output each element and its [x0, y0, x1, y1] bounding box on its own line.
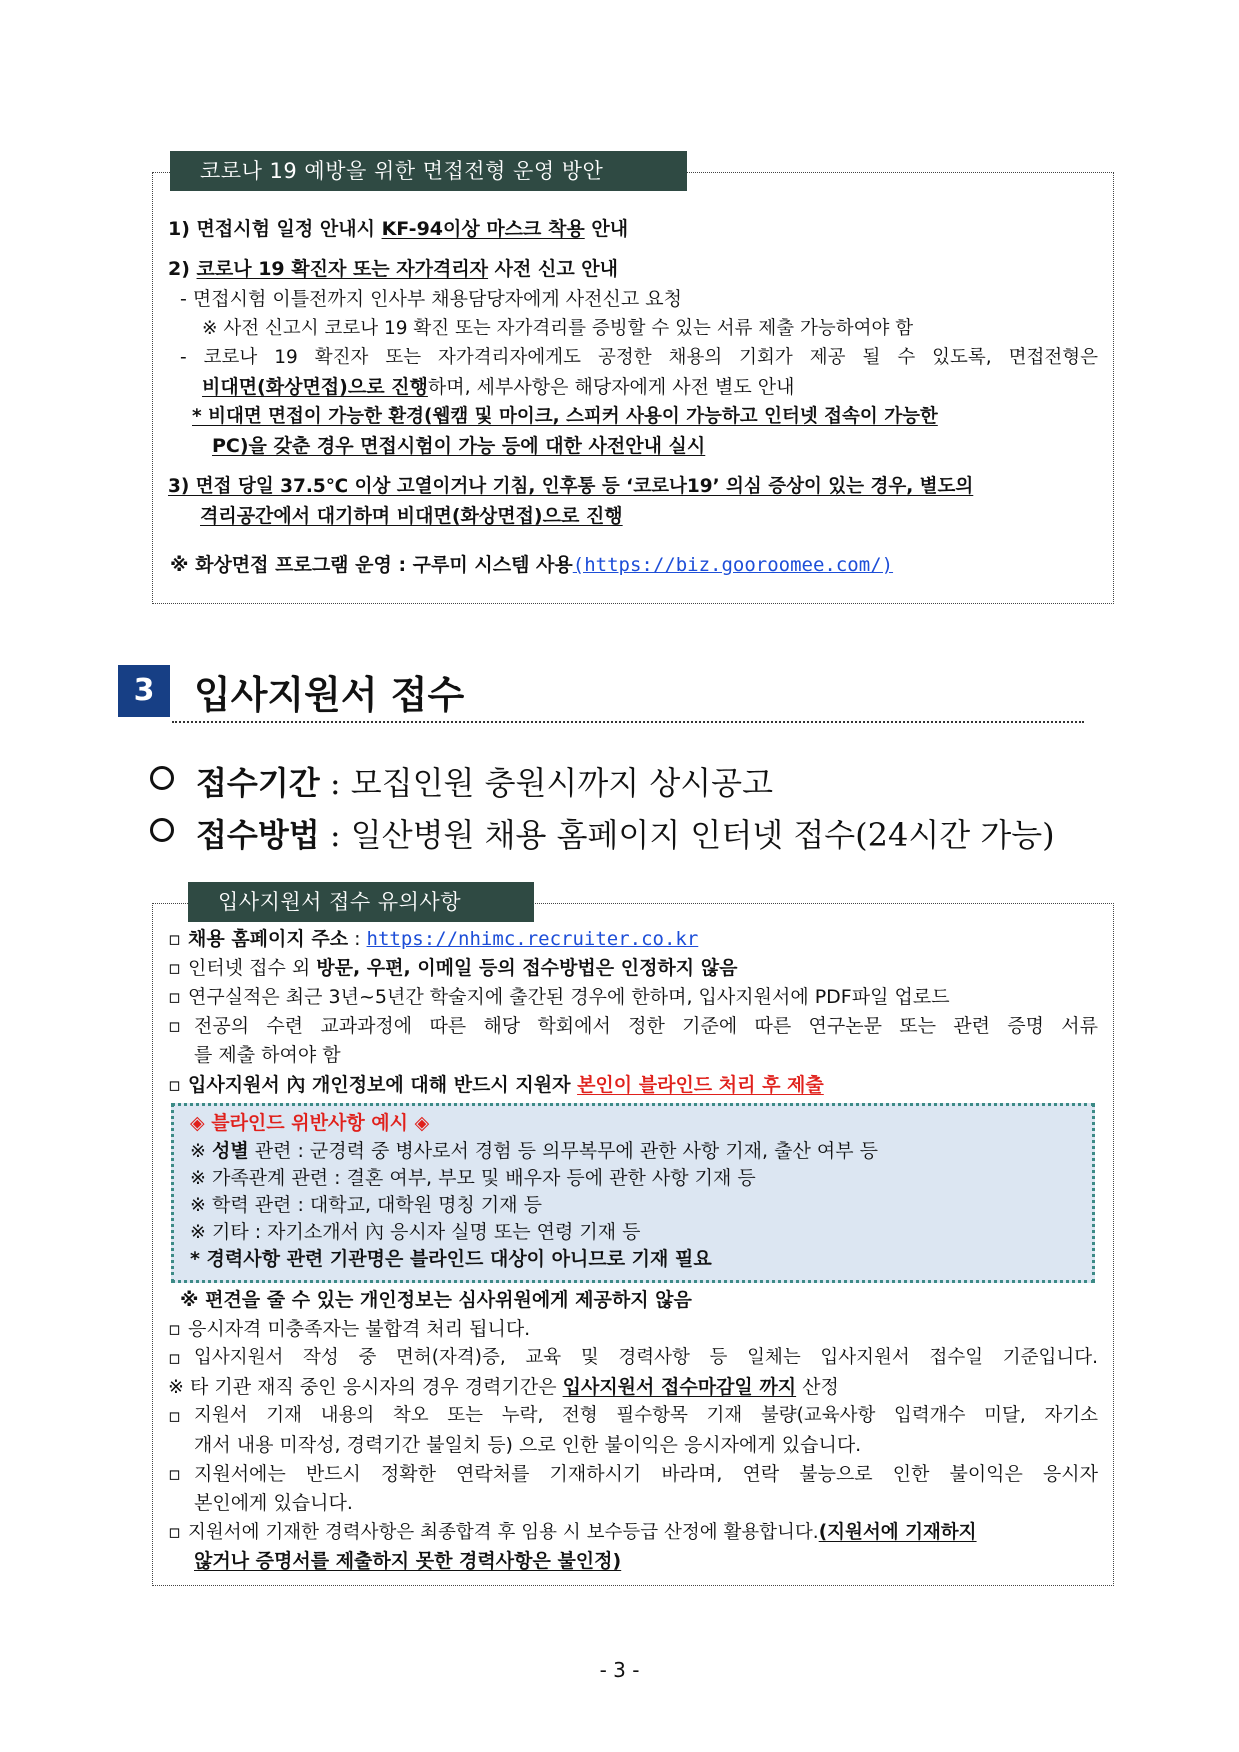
note-papers-line-2: 를 제출 하여야 함: [194, 1044, 341, 1066]
note-career-use-line-1: ▫ 지원서에 기재한 경력사항은 최종합격 후 임용 시 보수등급 산정에 활용합니다.(지원서에 기재하지: [168, 1521, 977, 1543]
covid-star-line-2: PC)을 갖춘 경우 면접시험이 가능 등에 대한 사전안내 실시: [212, 435, 706, 457]
covid-note-1: ※ 사전 신고시 코로나 19 확진 또는 자가격리를 증빙할 수 있는 서류 제출 가능하여야 함: [202, 318, 914, 339]
note-personal-info: ※ 편견을 줄 수 있는 개인정보는 심사위원에게 제공하지 않음: [180, 1289, 692, 1311]
note-errors-line-1: ▫ 지원서 기재 내용의 착오 또는 누락, 전형 필수항목 기재 불량(교육사항 입력개수 미달, 자기소: [168, 1405, 1098, 1427]
note-contact-line-1: ▫ 지원서에는 반드시 정확한 연락처를 기재하시기 바라며, 연락 불능으로 인한 불이익은 응시자: [168, 1463, 1098, 1485]
square-bullet-icon: ▫: [168, 1347, 181, 1369]
circle-bullet-icon: [150, 766, 174, 790]
square-bullet-icon: ▫: [168, 928, 181, 950]
circle-bullet-icon: [150, 818, 174, 842]
note-errors-line-2: 개서 내용 미작성, 경력기간 불일치 등) 으로 인한 불이익은 응시자에게 있습니다.: [194, 1434, 862, 1456]
note-career-use-line-2: 않거나 증명서를 제출하지 못한 경력사항은 불인정): [194, 1550, 622, 1572]
blind-example-education: ※ 학력 관련 : 대학교, 대학원 명칭 기재 등: [190, 1194, 542, 1216]
covid-sub-2-line-2: 비대면(화상면접)으로 진행하며, 세부사항은 해당자에게 사전 별도 안내: [202, 376, 795, 398]
section-number: 3: [118, 665, 170, 717]
application-notes-title: 입사지원서 접수 유의사항: [188, 882, 534, 922]
video-interview-program: ※ 화상면접 프로그램 운영 : 구루미 시스템 사용(https://biz.gooroomee.com/): [170, 554, 894, 576]
blind-example-other: ※ 기타 : 자기소개서 內 응시자 실명 또는 연령 기재 등: [190, 1221, 641, 1243]
square-bullet-icon: ▫: [168, 1521, 181, 1543]
note-research: ▫ 연구실적은 최근 3년~5년간 학술지에 출간된 경우에 한하며, 입사지원서에 PDF파일 업로드: [168, 986, 950, 1008]
square-bullet-icon: ▫: [168, 1463, 181, 1485]
note-papers-line-1: ▫ 전공의 수련 교과과정에 따른 해당 학회에서 정한 기준에 따른 연구논문 또는 관련 증명 서류: [168, 1015, 1098, 1037]
square-bullet-icon: ▫: [168, 1405, 181, 1427]
blind-example-family: ※ 가족관계 관련 : 결혼 여부, 부모 및 배우자 등에 관한 사항 기재 등: [190, 1167, 756, 1189]
recruiter-link[interactable]: https://nhimc.recruiter.co.kr: [366, 928, 699, 950]
note-blind-submit: ▫ 입사지원서 內 개인정보에 대해 반드시 지원자 본인이 블라인드 처리 후 제출: [168, 1074, 824, 1096]
note-contact-line-2: 본인에게 있습니다.: [194, 1492, 353, 1514]
note-homepage: ▫ 채용 홈페이지 주소 : https://nhimc.recruiter.co.kr: [168, 928, 699, 950]
section-divider: [172, 721, 1084, 723]
covid-sub-2-line-1: - 코로나 19 확진자 또는 자가격리자에게도 공정한 채용의 기회가 제공 될 수 있도록, 면접전형은: [180, 347, 1098, 368]
note-eligibility: ▫ 응시자격 미충족자는 불합격 처리 됩니다.: [168, 1318, 531, 1340]
covid-item-2: 2) 코로나 19 확진자 또는 자가격리자 사전 신고 안내: [168, 258, 619, 280]
note-internet-only: ▫ 인터넷 접수 외 방문, 우편, 이메일 등의 접수방법은 인정하지 않음: [168, 957, 738, 979]
covid-item-1: 1) 면접시험 일정 안내시 KF-94이상 마스크 착용 안내: [168, 218, 629, 240]
application-method: 접수방법 : 일산병원 채용 홈페이지 인터넷 접수(24시간 가능): [150, 810, 1055, 856]
section-title: 입사지원서 접수: [194, 673, 465, 717]
blind-career-note: * 경력사항 관련 기관명은 블라인드 대상이 아니므로 기재 필요: [190, 1248, 712, 1270]
page-number: - 3 -: [599, 1658, 640, 1682]
blind-heading: ◈ 블라인드 위반사항 예시 ◈: [190, 1112, 430, 1134]
square-bullet-icon: ▫: [168, 986, 181, 1008]
square-bullet-icon: ▫: [168, 1015, 181, 1037]
square-bullet-icon: ▫: [168, 1074, 181, 1096]
covid-measures-title: 코로나 19 예방을 위한 면접전형 운영 방안: [170, 151, 687, 191]
application-period: 접수기간 : 모집인원 충원시까지 상시공고: [150, 758, 773, 804]
covid-item-3-line-2: 격리공간에서 대기하며 비대면(화상면접)으로 진행: [200, 505, 623, 527]
square-bullet-icon: ▫: [168, 957, 181, 979]
note-base-date: ▫ 입사지원서 작성 중 면허(자격)증, 교육 및 경력사항 등 일체는 입사지원서 접수일 기준입니다.: [168, 1347, 1098, 1369]
note-career-period: ※ 타 기관 재직 중인 응시자의 경우 경력기간은 입사지원서 접수마감일 까지 산정: [168, 1376, 839, 1398]
blind-example-gender: ※ 성별 관련 : 군경력 중 병사로서 경험 등 의무복무에 관한 사항 기재, 출산 여부 등: [190, 1140, 878, 1162]
covid-item-3-line-1: 3) 면접 당일 37.5℃ 이상 고열이거나 기침, 인후통 등 ‘코로나19’ 의심 증상이 있는 경우, 별도의: [168, 476, 974, 497]
gooroomee-link[interactable]: (https://biz.gooroomee.com/): [572, 554, 894, 576]
square-bullet-icon: ▫: [168, 1318, 181, 1340]
covid-sub-1: - 면접시험 이틀전까지 인사부 채용담당자에게 사전신고 요청: [180, 288, 682, 310]
covid-star-line-1: * 비대면 면접이 가능한 환경(웹캠 및 마이크, 스피커 사용이 가능하고 인터넷 접속이 가능한: [192, 406, 938, 427]
